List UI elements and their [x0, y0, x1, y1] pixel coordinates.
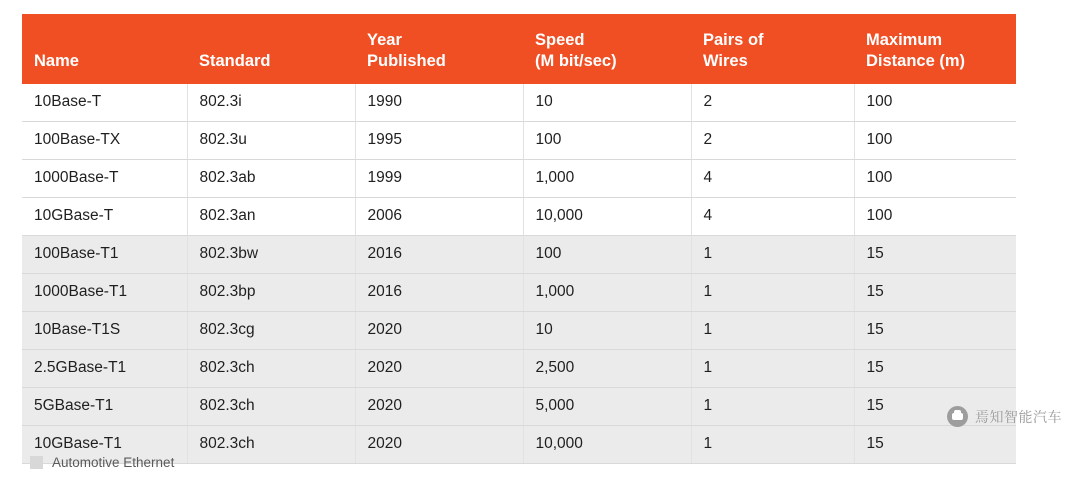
- table-body: [22, 84, 1016, 464]
- cell-pairs: 1: [691, 426, 854, 464]
- table-row: [22, 312, 1016, 350]
- cell-name: 100Base-TX: [22, 122, 187, 160]
- column-header-year-published-line-2: Published: [367, 51, 446, 70]
- cell-pairs: 1: [691, 350, 854, 388]
- cell-standard: 802.3cg: [187, 312, 355, 350]
- cell-year: 2020: [355, 350, 523, 388]
- cell-distance: 15: [854, 236, 1016, 274]
- cell-distance: 100: [854, 84, 1016, 122]
- column-header-pairs-of-wires: [691, 14, 854, 84]
- cell-standard: 802.3ch: [187, 388, 355, 426]
- column-header-name-line-1: Name: [34, 51, 79, 70]
- cell-distance: 100: [854, 160, 1016, 198]
- table-row: [22, 198, 1016, 236]
- cell-speed: 1,000: [523, 274, 691, 312]
- cell-year: 2006: [355, 198, 523, 236]
- table-row: [22, 160, 1016, 198]
- cell-distance: 15: [854, 312, 1016, 350]
- cell-year: 1995: [355, 122, 523, 160]
- cell-year: 2016: [355, 236, 523, 274]
- cell-speed: 5,000: [523, 388, 691, 426]
- column-header-maximum-distance-line-2: Distance (m): [866, 51, 966, 70]
- column-header-year-published-line-1: Year: [367, 30, 402, 49]
- cell-name: 10Base-T: [22, 84, 187, 122]
- cell-standard: 802.3bw: [187, 236, 355, 274]
- cell-standard: 802.3ch: [187, 426, 355, 464]
- cell-speed: 10,000: [523, 198, 691, 236]
- ethernet-standards-table: [22, 14, 1016, 464]
- cell-pairs: 1: [691, 388, 854, 426]
- cell-standard: 802.3ab: [187, 160, 355, 198]
- table-row: [22, 350, 1016, 388]
- cell-distance: 100: [854, 122, 1016, 160]
- cell-year: 1990: [355, 84, 523, 122]
- cell-standard: 802.3bp: [187, 274, 355, 312]
- ethernet-standards-table-container: [22, 14, 1016, 464]
- cell-speed: 1,000: [523, 160, 691, 198]
- cell-name: 10GBase-T1: [22, 426, 187, 464]
- column-header-speed: [523, 14, 691, 84]
- column-header-pairs-of-wires-line-2: Wires: [703, 51, 748, 70]
- column-header-standard: [187, 14, 355, 84]
- cell-standard: 802.3an: [187, 198, 355, 236]
- cell-pairs: 1: [691, 274, 854, 312]
- cell-pairs: 4: [691, 160, 854, 198]
- cell-speed: 2,500: [523, 350, 691, 388]
- cell-name: 5GBase-T1: [22, 388, 187, 426]
- legend-swatch-icon: [30, 456, 43, 469]
- table-row: [22, 388, 1016, 426]
- cell-distance: 15: [854, 350, 1016, 388]
- cell-speed: 100: [523, 122, 691, 160]
- cell-name: 100Base-T1: [22, 236, 187, 274]
- column-header-maximum-distance: [854, 14, 1016, 84]
- legend-label: Automotive Ethernet: [52, 455, 175, 470]
- cell-name: 10Base-T1S: [22, 312, 187, 350]
- table-row: [22, 122, 1016, 160]
- cell-pairs: 1: [691, 236, 854, 274]
- cell-year: 2016: [355, 274, 523, 312]
- legend: [30, 455, 174, 470]
- table-header-row: [22, 14, 1016, 84]
- cell-standard: 802.3u: [187, 122, 355, 160]
- cell-speed: 10,000: [523, 426, 691, 464]
- column-header-pairs-of-wires-line-1: Pairs of: [703, 30, 764, 49]
- cell-pairs: 2: [691, 84, 854, 122]
- cell-speed: 10: [523, 84, 691, 122]
- table-row: [22, 274, 1016, 312]
- wechat-account-icon: [947, 406, 968, 427]
- cell-speed: 100: [523, 236, 691, 274]
- table-row: [22, 236, 1016, 274]
- cell-name: 10GBase-T: [22, 198, 187, 236]
- watermark: [947, 406, 1062, 427]
- column-header-name: [22, 14, 187, 84]
- cell-pairs: 4: [691, 198, 854, 236]
- column-header-speed-line-2: (M bit/sec): [535, 51, 617, 70]
- cell-pairs: 2: [691, 122, 854, 160]
- cell-year: 2020: [355, 312, 523, 350]
- cell-distance: 15: [854, 274, 1016, 312]
- cell-distance: 100: [854, 198, 1016, 236]
- column-header-speed-line-1: Speed: [535, 30, 585, 49]
- cell-year: 1999: [355, 160, 523, 198]
- cell-distance: 15: [854, 388, 1016, 426]
- table-row: [22, 84, 1016, 122]
- cell-name: 2.5GBase-T1: [22, 350, 187, 388]
- cell-distance: 15: [854, 426, 1016, 464]
- cell-speed: 10: [523, 312, 691, 350]
- cell-standard: 802.3ch: [187, 350, 355, 388]
- column-header-year-published: [355, 14, 523, 84]
- column-header-standard-line-1: Standard: [199, 51, 271, 70]
- table-header: [22, 14, 1016, 84]
- watermark-text: 焉知智能汽车: [975, 408, 1062, 425]
- cell-pairs: 1: [691, 312, 854, 350]
- column-header-maximum-distance-line-1: Maximum: [866, 30, 943, 49]
- cell-year: 2020: [355, 388, 523, 426]
- cell-name: 1000Base-T1: [22, 274, 187, 312]
- cell-year: 2020: [355, 426, 523, 464]
- cell-standard: 802.3i: [187, 84, 355, 122]
- cell-name: 1000Base-T: [22, 160, 187, 198]
